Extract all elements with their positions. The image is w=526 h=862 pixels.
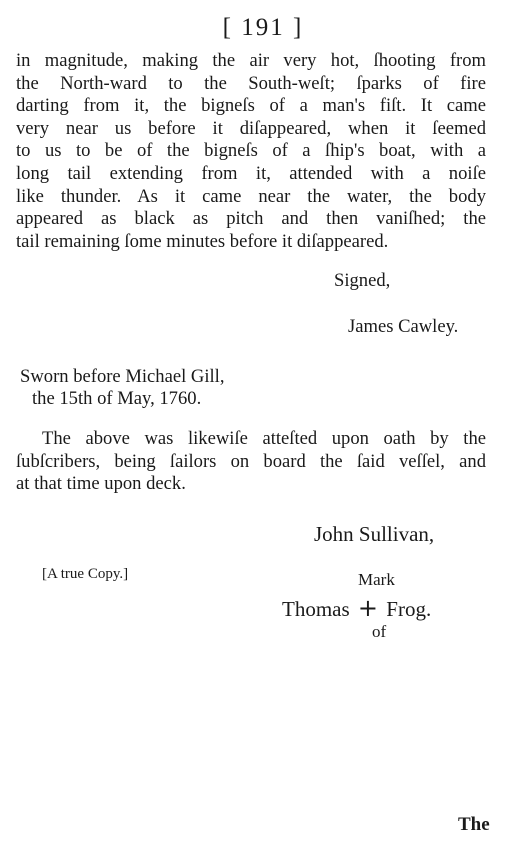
true-copy-note: [A true Copy.]	[42, 566, 129, 582]
signer-name: James Cawley.	[348, 316, 459, 337]
paragraph-meteor-account	[16, 50, 486, 253]
text-line: tail remaining ſome minutes before it diſappeared.	[16, 230, 389, 252]
text-line: at that time upon deck.	[16, 473, 186, 495]
text-line: ſubſcribers, being ſailors on board the ſaid veſſel, and	[16, 450, 486, 472]
text-line: darting from it, the bigneſs of a man's fiſt. It came	[16, 95, 486, 117]
cross-mark-icon: +	[357, 594, 379, 622]
frog-first-name: Thomas	[282, 597, 350, 621]
signature-thomas-frog	[282, 594, 431, 622]
text-line: appeared as black as pitch and then vaniſhed; the	[16, 208, 486, 230]
page-number: [ 191 ]	[222, 14, 304, 41]
frog-last-name: Frog.	[386, 597, 432, 621]
text-line: very near us before it diſappeared, when it ſeemed	[16, 117, 486, 139]
paragraph-attestation	[16, 428, 486, 496]
text-line: like thunder. As it came near the water, the body	[16, 185, 486, 207]
catchword: The	[458, 814, 490, 835]
text-line: The above was likewiſe atteſted upon oath by the	[42, 428, 486, 449]
sworn-statement	[20, 366, 224, 410]
of-label: of	[372, 622, 387, 641]
text-line: to us to be of the bigneſs of a ſhip's boat, with a	[16, 140, 486, 162]
text-line: the North-ward to the South-weſt; ſparks of fire	[16, 72, 486, 94]
signature-john-sullivan: John Sullivan,	[314, 522, 435, 546]
sworn-line-1: Sworn before Michael Gill,	[20, 366, 225, 387]
mark-label: Mark	[358, 570, 395, 589]
sworn-line-2: the 15th of May, 1760.	[32, 388, 202, 409]
signed-label: Signed,	[334, 270, 391, 291]
text-line: long tail extending from it, attended with a noiſe	[16, 162, 486, 184]
text-line: in magnitude, making the air very hot, ſhooting from	[16, 50, 486, 71]
